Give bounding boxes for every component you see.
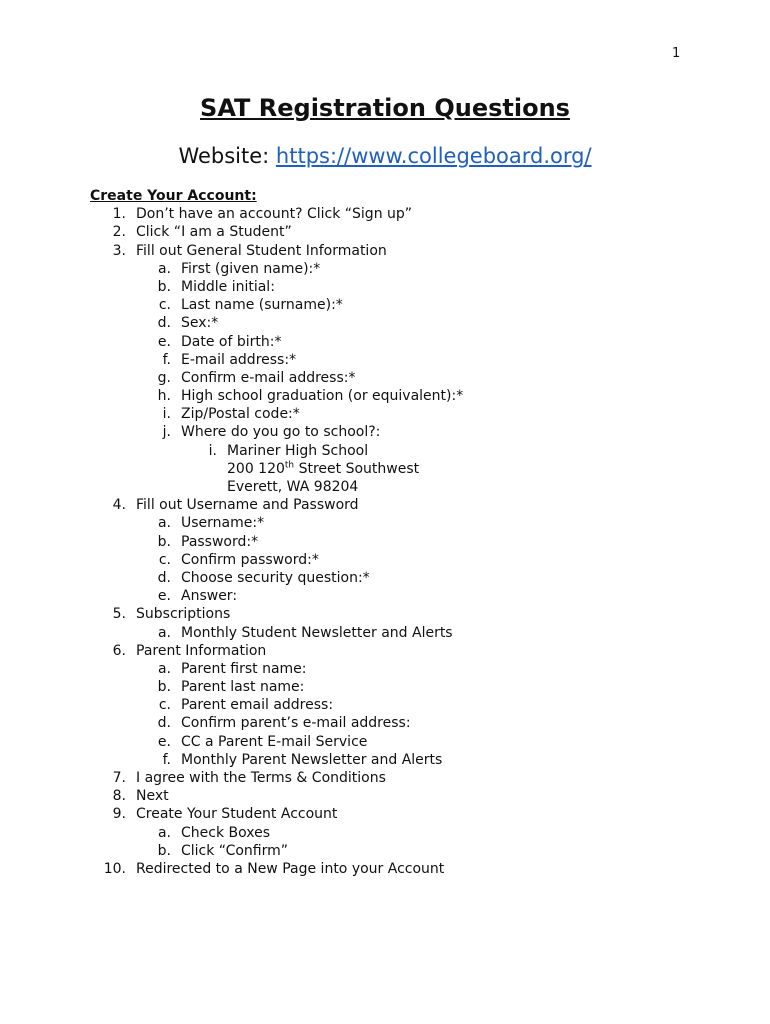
- address-text: Everett, WA 98204: [227, 479, 359, 495]
- address-text: Mariner High School: [227, 442, 369, 459]
- list-marker: 4.: [112, 497, 126, 514]
- address-text: Street Southwest: [294, 460, 420, 477]
- page-number: 1: [672, 46, 681, 61]
- list-item-text: Last name (surname):*: [181, 297, 343, 314]
- sub-item: [90, 824, 690, 842]
- list-item-text: [227, 478, 358, 496]
- list-item-text: Username:*: [181, 515, 265, 532]
- sub-item: [90, 624, 690, 642]
- list-marker: g.: [157, 369, 171, 386]
- page-title: SAT Registration Questions: [200, 94, 570, 122]
- list-item-text: Subscriptions: [136, 606, 231, 623]
- sub-item: [90, 369, 690, 387]
- list-item-text: Where do you go to school?:: [181, 424, 381, 441]
- list-marker: d.: [157, 569, 171, 586]
- list-item-text: Click “I am a Student”: [136, 224, 292, 241]
- sub-item: [90, 733, 690, 751]
- list-item-text: Don’t have an account? Click “Sign up”: [136, 206, 413, 223]
- list-item-text: High school graduation (or equivalent):*: [181, 388, 464, 405]
- list-marker: b.: [157, 679, 171, 696]
- sub-item: [90, 387, 690, 405]
- list-item-text: Parent first name:: [181, 660, 307, 677]
- sub-item: [90, 278, 690, 296]
- list-marker: 8.: [112, 788, 126, 805]
- step-item: [90, 642, 690, 660]
- list-marker: e.: [157, 333, 171, 350]
- list-item-text: Check Boxes: [181, 824, 271, 841]
- sub-item: [90, 696, 690, 714]
- list-marker: h.: [157, 388, 171, 405]
- list-marker: d.: [157, 315, 171, 332]
- step-item: [90, 242, 690, 260]
- sub-item: [90, 405, 690, 423]
- sub-item: [90, 569, 690, 587]
- sub-item: [90, 423, 690, 441]
- list-marker: e.: [157, 733, 171, 750]
- list-item-text: [227, 460, 419, 478]
- list-marker: i.: [162, 406, 171, 423]
- list-item-text: Zip/Postal code:*: [181, 406, 300, 423]
- list-marker: e.: [157, 588, 171, 605]
- list-marker: 10.: [103, 860, 126, 877]
- list-item-text: Next: [136, 788, 169, 805]
- sub-item: [90, 296, 690, 314]
- list-item-text: Parent Information: [136, 642, 267, 659]
- step-item: [90, 605, 690, 623]
- list-item-text: I agree with the Terms & Conditions: [136, 770, 386, 786]
- list-item-text: Sex:*: [181, 315, 219, 332]
- document-body: [90, 187, 690, 878]
- steps-list: [90, 205, 690, 878]
- step-item: [90, 223, 690, 241]
- list-item-text: Redirected to a New Page into your Account: [136, 860, 445, 877]
- list-marker: f.: [162, 751, 171, 768]
- list-marker: j.: [162, 424, 171, 441]
- list-marker: 9.: [112, 806, 126, 823]
- sub-item: [90, 260, 690, 278]
- list-item-text: Choose security question:*: [181, 569, 370, 586]
- step-item: [90, 496, 690, 514]
- list-item-text: E-mail address:*: [181, 351, 297, 368]
- website-line: [0, 141, 770, 171]
- list-item-text: Confirm password:*: [181, 551, 319, 568]
- list-marker: a.: [157, 824, 171, 841]
- school-address-line: [90, 478, 690, 496]
- list-marker: d.: [157, 715, 171, 732]
- list-marker: b.: [157, 533, 171, 550]
- list-marker: a.: [157, 624, 171, 641]
- sub-item: [90, 514, 690, 532]
- list-item-text: Confirm parent’s e-mail address:: [181, 715, 411, 732]
- list-marker: f.: [162, 351, 171, 368]
- list-item-text: Middle initial:: [181, 278, 275, 295]
- step-item: [90, 769, 690, 787]
- list-item-text: Monthly Student Newsletter and Alerts: [181, 624, 453, 641]
- list-marker: 1.: [112, 206, 126, 223]
- list-marker: b.: [157, 842, 171, 859]
- list-item-text: Create Your Student Account: [136, 806, 338, 823]
- step-item: [90, 787, 690, 805]
- list-marker: a.: [157, 660, 171, 677]
- list-marker: c.: [158, 697, 171, 714]
- website-link[interactable]: https://www.collegeboard.org/: [275, 144, 592, 168]
- sub-item: [90, 842, 690, 860]
- list-marker: b.: [157, 278, 171, 295]
- list-item-text: Click “Confirm”: [181, 842, 288, 859]
- sub-item: [90, 551, 690, 569]
- list-marker: 2.: [112, 224, 126, 241]
- list-marker: a.: [157, 260, 171, 277]
- list-item-text: First (given name):*: [181, 260, 321, 277]
- list-marker: i.: [208, 442, 217, 459]
- list-item-text: [227, 442, 368, 460]
- sub-item: [90, 351, 690, 369]
- list-marker: c.: [158, 551, 171, 568]
- list-marker: 6.: [112, 642, 126, 659]
- step-item: [90, 860, 690, 878]
- step-item: [90, 205, 690, 223]
- section-heading: Create Your Account:: [90, 188, 257, 204]
- list-item-text: Parent email address:: [181, 697, 334, 714]
- address-text: 200 120: [227, 460, 285, 477]
- school-address-line: [90, 442, 690, 460]
- list-item-text: Fill out General Student Information: [136, 242, 387, 259]
- list-marker: a.: [157, 515, 171, 532]
- sub-item: [90, 714, 690, 732]
- sub-item: [90, 333, 690, 351]
- sub-item: [90, 678, 690, 696]
- list-item-text: Answer:: [181, 588, 238, 605]
- list-item-text: CC a Parent E-mail Service: [181, 733, 368, 750]
- sub-item: [90, 751, 690, 769]
- sub-item: [90, 587, 690, 605]
- ordinal-suffix: th: [284, 460, 295, 471]
- school-address-line: [90, 460, 690, 478]
- list-item-text: Date of birth:*: [181, 333, 282, 350]
- sub-item: [90, 533, 690, 551]
- step-item: [90, 805, 690, 823]
- list-item-text: Monthly Parent Newsletter and Alerts: [181, 751, 443, 768]
- list-marker: c.: [158, 297, 171, 314]
- sub-item: [90, 660, 690, 678]
- list-item-text: Confirm e-mail address:*: [181, 369, 356, 386]
- list-marker: 5.: [112, 606, 126, 623]
- website-label: Website:: [178, 144, 270, 168]
- sub-item: [90, 314, 690, 332]
- list-marker: 3.: [112, 242, 126, 259]
- list-marker: 7.: [112, 770, 126, 786]
- list-item-text: Fill out Username and Password: [136, 497, 359, 514]
- list-item-text: Password:*: [181, 533, 259, 550]
- list-item-text: Parent last name:: [181, 679, 305, 696]
